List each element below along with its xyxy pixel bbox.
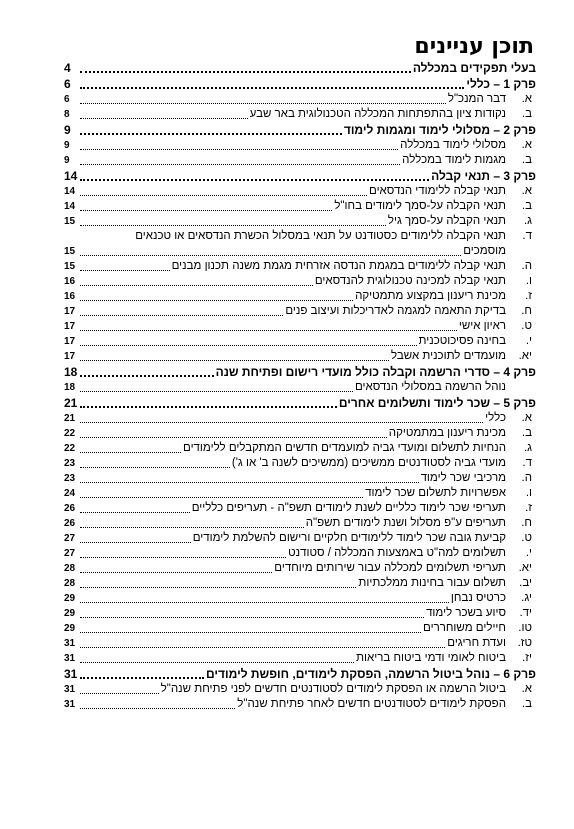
- toc-entry-letter: ז.: [525, 290, 532, 302]
- toc-section-entry[interactable]: [64, 259, 536, 274]
- toc-section-entry[interactable]: [64, 456, 536, 471]
- toc-page-number: 31: [64, 684, 76, 695]
- toc-entry-letter: ט.: [521, 532, 532, 544]
- toc-section-entry[interactable]: [64, 682, 536, 697]
- toc-page-number: 17: [64, 351, 76, 362]
- toc-entry-text: מרכיבי שכר לימוד: [420, 472, 506, 484]
- toc-section-entry[interactable]: [64, 591, 536, 606]
- toc-section-entry[interactable]: [64, 229, 536, 244]
- toc-entry-text: בחינה פסיכוטכנית: [418, 335, 506, 347]
- toc-entry-text: תנאי הקבלה ללימודים כסטודנט על תנאי במסלול הכשרת הנדסאים או טכנאים: [135, 230, 506, 242]
- toc-entry-letter: טו.: [518, 622, 532, 634]
- toc-entry-letter: יז.: [522, 652, 532, 664]
- toc-entry-letter: יג.: [521, 592, 532, 604]
- toc-entry-label: [216, 364, 536, 380]
- toc-page-number: 17: [64, 306, 76, 317]
- dot-leader: [80, 374, 214, 377]
- toc-entry-text: פרק 4 – סדרי הרשמה וקבלה כולל מועדי רישום ופתיחת שנה: [215, 365, 536, 379]
- toc-section-entry[interactable]: [64, 214, 536, 229]
- toc-page-number: 6: [64, 94, 70, 105]
- toc-section-entry[interactable]: [64, 349, 536, 364]
- toc-entry-label: [250, 107, 536, 122]
- toc-section-entry[interactable]: [64, 319, 536, 334]
- toc-entry-text: פרק 2 – מסלולי לימוד ומגמות לימוד: [343, 123, 536, 137]
- dot-leader: [80, 496, 363, 498]
- toc-page-number: 29: [64, 608, 76, 619]
- toc-page-number: 9: [64, 123, 71, 137]
- toc-entry-label: [315, 274, 536, 289]
- toc-entry-letter: יא.: [518, 350, 532, 362]
- toc-entry-text: חיילים משוחררים: [423, 622, 506, 634]
- toc-chapter-entry[interactable]: [64, 666, 536, 682]
- toc-entry-label: [402, 153, 536, 168]
- dot-leader: [80, 421, 483, 423]
- toc-entry-label: [193, 531, 536, 546]
- toc-entry-label: [339, 395, 536, 411]
- toc-entry-label: [274, 561, 536, 576]
- toc-section-entry[interactable]: [64, 576, 536, 591]
- toc-entry-text: קביעת גובה שכר לימוד ללימודים חלקיים ורישום להשלמת לימודים: [192, 532, 506, 544]
- toc-entry-label: [413, 60, 536, 76]
- toc-section-entry[interactable]: [64, 334, 536, 349]
- toc-entry-letter: יד.: [519, 607, 532, 619]
- dot-leader: [80, 117, 248, 119]
- toc-entry-letter: א.: [521, 683, 532, 695]
- toc-section-entry[interactable]: [64, 304, 536, 319]
- toc-page-number: 26: [64, 503, 76, 514]
- toc-page-number: 6: [64, 77, 71, 91]
- toc-entry-label: [356, 651, 536, 666]
- dot-leader: [80, 541, 191, 543]
- toc-chapter-entry[interactable]: [64, 60, 536, 76]
- toc-entry-letter: ח.: [521, 517, 532, 529]
- toc-entry-text: ראיון אישי: [458, 320, 506, 332]
- toc-entry-letter: א.: [521, 139, 532, 151]
- toc-page-number: 8: [64, 109, 70, 120]
- toc-entry-text: בדיקת התאמה למגמה לאדריכלות ועיצוב פנים: [285, 305, 506, 317]
- toc-entry-letter: ג.: [523, 215, 532, 227]
- toc-section-entry[interactable]: [64, 138, 536, 153]
- toc-entry-label: [369, 184, 536, 199]
- dot-leader: [80, 571, 272, 573]
- toc-entry-letter: יא.: [518, 562, 532, 574]
- toc-section-entry[interactable]: [64, 289, 536, 304]
- toc-entry-label: [334, 199, 536, 214]
- toc-section-entry[interactable]: [64, 621, 536, 636]
- toc-entry-text: ועדת חריגים: [447, 637, 506, 649]
- dot-leader: [80, 329, 457, 331]
- toc-page-number: 28: [64, 563, 76, 574]
- dot-leader: [80, 269, 170, 271]
- table-of-contents: [64, 60, 536, 712]
- toc-page-number: 16: [64, 291, 76, 302]
- toc-entry-letter: א.: [521, 93, 532, 105]
- dot-leader: [80, 148, 398, 150]
- dot-leader: [80, 511, 190, 513]
- toc-page-number: 24: [64, 488, 76, 499]
- toc-entry-letter: ד.: [522, 457, 532, 469]
- toc-entry-letter: י.: [525, 335, 532, 347]
- dot-leader: [80, 102, 446, 104]
- toc-section-entry[interactable]: [64, 486, 536, 501]
- toc-page-number: 23: [64, 458, 76, 469]
- dot-leader: [80, 556, 286, 558]
- toc-entry-text: ביטוח לאומי ודמי ביטוח בריאות: [356, 652, 506, 664]
- toc-entry-letter: ב.: [521, 698, 532, 710]
- toc-entry-text: מסלולי לימוד במכללה: [400, 139, 506, 151]
- toc-entry-label: [232, 456, 536, 471]
- toc-entry-text: הפסקת לימודים לסטודנטים חדשים לאחר פתיחת שנה"ל: [237, 698, 506, 710]
- toc-entry-letter: ו.: [525, 275, 532, 287]
- page-title: תוכן עניינים: [414, 34, 534, 59]
- dot-leader: [80, 359, 389, 361]
- toc-section-entry[interactable]: [64, 516, 536, 531]
- toc-section-entry[interactable]: [64, 546, 536, 561]
- toc-page-number: 31: [64, 667, 78, 681]
- toc-entry-label: [172, 259, 536, 274]
- toc-entry-letter: ב.: [521, 200, 532, 212]
- dot-leader: [80, 299, 353, 301]
- toc-section-entry[interactable]: [64, 651, 536, 666]
- toc-entry-text: תעריפי שכר לימוד כלליים לשנת לימודים תשפ"ה - תעריפים כלליים: [191, 502, 506, 514]
- dot-leader: [80, 70, 411, 73]
- toc-entry-label: [183, 441, 536, 456]
- toc-page-number: 4: [64, 61, 71, 75]
- toc-section-entry[interactable]: [64, 441, 536, 456]
- toc-page-number: 9: [64, 140, 70, 151]
- toc-entry-text: מכינת ריענון במתמטיקה: [388, 427, 506, 439]
- toc-page-number: 21: [64, 396, 78, 410]
- dot-leader: [80, 692, 159, 694]
- toc-entry-text: נקודות ציון בהתפתחות המכללה הטכנולוגית באר שבע: [249, 108, 506, 120]
- toc-page-number: 14: [64, 201, 76, 212]
- dot-leader: [80, 526, 304, 528]
- toc-page-number: 14: [64, 186, 76, 197]
- toc-entry-label: [421, 471, 536, 486]
- toc-entry-label: [485, 411, 536, 426]
- toc-entry-text: תנאי הקבלה על-סמך גיל: [387, 215, 506, 227]
- toc-entry-label: [447, 636, 536, 651]
- toc-entry-label: [135, 229, 536, 244]
- toc-entry-text: פרק 5 – שכר לימוד ותשלומים אחרים: [338, 396, 536, 410]
- toc-page-number: 17: [64, 321, 76, 332]
- toc-section-entry[interactable]: [64, 561, 536, 576]
- dot-leader: [80, 661, 354, 663]
- toc-entry-text: פרק 6 – נוהל ביטול הרשמה, הפסקת לימודים, חופשת לימודים: [206, 667, 536, 681]
- toc-page-number: 21: [64, 413, 76, 424]
- dot-leader: [80, 194, 367, 196]
- toc-page-number: 23: [64, 473, 76, 484]
- toc-section-entry[interactable]: [64, 471, 536, 486]
- dot-leader: [80, 132, 342, 135]
- toc-entry-letter: ז.: [525, 502, 532, 514]
- toc-section-entry[interactable]: [64, 244, 536, 259]
- toc-entry-letter: ט.: [521, 320, 532, 332]
- toc-entry-label: [448, 92, 536, 107]
- toc-chapter-entry[interactable]: [64, 364, 536, 380]
- toc-entry-text: מועדי גביה לסטודנטים ממשיכים (ממשיכים לשנה ב' או ג'): [231, 457, 506, 469]
- toc-entry-text: נוהל הרשמה במסלולי הנדסאים: [354, 381, 506, 393]
- dot-leader: [80, 466, 230, 468]
- toc-entry-label: [206, 666, 536, 682]
- toc-page-number: 15: [64, 261, 76, 272]
- dot-leader: [80, 344, 417, 346]
- dot-leader: [80, 646, 445, 648]
- dot-leader: [80, 209, 332, 211]
- toc-entry-label: [391, 349, 536, 364]
- toc-page-number: 15: [64, 216, 76, 227]
- toc-entry-letter: ב.: [521, 108, 532, 120]
- toc-entry-letter: ה.: [521, 260, 532, 272]
- dot-leader: [80, 254, 461, 256]
- dot-leader: [80, 616, 424, 618]
- toc-page-number: 31: [64, 638, 76, 649]
- toc-section-entry[interactable]: [64, 531, 536, 546]
- dot-leader: [80, 284, 313, 286]
- toc-page-number: 27: [64, 548, 76, 559]
- dot-leader: [80, 451, 181, 453]
- dot-leader: [80, 224, 386, 226]
- toc-section-entry[interactable]: [64, 274, 536, 289]
- toc-entry-label: [426, 606, 536, 621]
- toc-section-entry[interactable]: [64, 606, 536, 621]
- dot-leader: [80, 314, 283, 316]
- toc-section-entry[interactable]: [64, 636, 536, 651]
- toc-section-entry[interactable]: [64, 92, 536, 107]
- toc-section-entry[interactable]: [64, 411, 536, 426]
- toc-page-number: 27: [64, 533, 76, 544]
- toc-entry-letter: ג.: [523, 442, 532, 454]
- toc-chapter-entry[interactable]: [64, 168, 536, 184]
- toc-chapter-entry[interactable]: [64, 122, 536, 138]
- toc-page-number: 22: [64, 443, 76, 454]
- toc-entry-label: [358, 576, 536, 591]
- toc-entry-letter: י.: [525, 547, 532, 559]
- toc-entry-text: תעריפים ע"פ מסלול ושנת לימודים תשפ"ה: [305, 517, 506, 529]
- toc-entry-text: דבר המנכ"ל: [447, 93, 506, 105]
- toc-entry-label: [459, 319, 536, 334]
- toc-entry-text: תשלומים למה"ט באמצעות המכללה / סטודנט: [288, 547, 506, 559]
- toc-entry-text: אפשרויות לתשלום שכר לימוד: [365, 487, 506, 499]
- toc-entry-label: [355, 380, 536, 395]
- toc-entry-text: תנאי הקבלה על-סמך לימודים בחו"ל: [334, 200, 506, 212]
- toc-section-entry[interactable]: [64, 380, 536, 395]
- toc-entry-letter: ב.: [521, 154, 532, 166]
- toc-entry-letter: טז.: [517, 637, 532, 649]
- toc-entry-label: [419, 334, 536, 349]
- toc-entry-label: [400, 138, 536, 153]
- toc-entry-text: תעריפי תשלומים למכללה עבור שירותים מיוחדים: [274, 562, 506, 574]
- toc-entry-label: [451, 591, 536, 606]
- toc-page-number: 16: [64, 276, 76, 287]
- toc-page-number: 22: [64, 428, 76, 439]
- toc-entry-letter: יב.: [519, 577, 532, 589]
- toc-page-number: 31: [64, 699, 76, 710]
- toc-entry-label: [423, 621, 536, 636]
- toc-entry-letter: א.: [521, 412, 532, 424]
- toc-page-number: 9: [64, 155, 70, 166]
- toc-page-number: 26: [64, 518, 76, 529]
- toc-chapter-entry[interactable]: [64, 395, 536, 411]
- toc-entry-label: [431, 168, 536, 184]
- toc-entry-label: [463, 244, 536, 259]
- toc-entry-label: [388, 214, 536, 229]
- toc-page-number: 15: [64, 246, 76, 257]
- toc-entry-text: תשלום עבור בחינות ממלכתיות: [358, 577, 506, 589]
- toc-page-number: 29: [64, 623, 76, 634]
- toc-entry-text: מכינת ריענון במקצוע מתמטיקה: [355, 290, 506, 302]
- dot-leader: [80, 586, 356, 588]
- dot-leader: [80, 405, 337, 408]
- toc-section-entry[interactable]: [64, 501, 536, 516]
- toc-entry-text: סיוע בשכר לימוד: [426, 607, 506, 619]
- dot-leader: [80, 86, 464, 89]
- toc-entry-label: [355, 289, 536, 304]
- toc-entry-label: [237, 697, 536, 712]
- dot-leader: [80, 707, 235, 709]
- toc-entry-label: [161, 682, 536, 697]
- toc-entry-label: [344, 122, 536, 138]
- toc-page-number: 18: [64, 365, 78, 379]
- toc-entry-letter: ו.: [525, 487, 532, 499]
- toc-entry-text: כרטיס נבחן: [450, 592, 506, 604]
- toc-page-number: 28: [64, 578, 76, 589]
- toc-entry-label: [192, 501, 536, 516]
- toc-entry-letter: ב.: [521, 427, 532, 439]
- toc-section-entry[interactable]: [64, 107, 536, 122]
- toc-chapter-entry[interactable]: [64, 76, 536, 92]
- dot-leader: [80, 601, 449, 603]
- toc-entry-text: תנאי קבלה למכינה טכנולוגית להנדסאים: [314, 275, 506, 287]
- toc-entry-letter: ד.: [522, 230, 532, 242]
- toc-entry-text: מוסמכים: [463, 245, 506, 257]
- toc-section-entry[interactable]: [64, 199, 536, 214]
- toc-page-number: 18: [64, 382, 76, 393]
- toc-page-number: 17: [64, 336, 76, 347]
- toc-entry-text: פרק 1 – כללי: [466, 77, 536, 91]
- dot-leader: [80, 631, 421, 633]
- toc-entry-text: הנחיות לתשלום ומועדי גביה למועמדים חדשים המתקבלים ללימודים: [183, 442, 506, 454]
- toc-page-number: 31: [64, 653, 76, 664]
- toc-entry-label: [288, 546, 536, 561]
- toc-page-number: 29: [64, 593, 76, 604]
- dot-leader: [80, 390, 353, 392]
- toc-entry-text: מגמות לימוד במכללה: [402, 154, 506, 166]
- toc-entry-text: פרק 3 – תנאי קבלה: [431, 169, 536, 183]
- toc-entry-text: תנאי קבלה ללימודים במגמת הנדסה אזרחית מגמת משנה תכנון מבנים: [171, 260, 506, 272]
- toc-entry-label: [365, 486, 536, 501]
- toc-entry-letter: ח.: [521, 305, 532, 317]
- toc-entry-label: [285, 304, 536, 319]
- dot-leader: [80, 481, 419, 483]
- dot-leader: [80, 676, 204, 679]
- toc-entry-label: [466, 76, 536, 92]
- toc-section-entry[interactable]: [64, 697, 536, 712]
- toc-entry-text: כללי: [485, 412, 506, 424]
- toc-entry-letter: ה.: [521, 472, 532, 484]
- dot-leader: [80, 163, 400, 165]
- toc-entry-text: תנאי קבלה ללימודי הנדסאים: [369, 185, 506, 197]
- toc-entry-label: [389, 426, 536, 441]
- toc-entry-letter: א.: [521, 185, 532, 197]
- toc-entry-label: [306, 516, 536, 531]
- toc-section-entry[interactable]: [64, 426, 536, 441]
- dot-leader: [80, 178, 429, 181]
- toc-section-entry[interactable]: [64, 184, 536, 199]
- toc-entry-text: מועמדים לתוכנית אשבל: [391, 350, 506, 362]
- toc-section-entry[interactable]: [64, 153, 536, 168]
- toc-entry-text: בעלי תפקידים במכללה: [412, 61, 536, 75]
- toc-page-number: 14: [64, 169, 78, 183]
- dot-leader: [80, 436, 387, 438]
- toc-entry-text: ביטול הרשמה או הפסקת לימודים לסטודנטים חדשים לפני פתיחת שנה"ל: [160, 683, 506, 695]
